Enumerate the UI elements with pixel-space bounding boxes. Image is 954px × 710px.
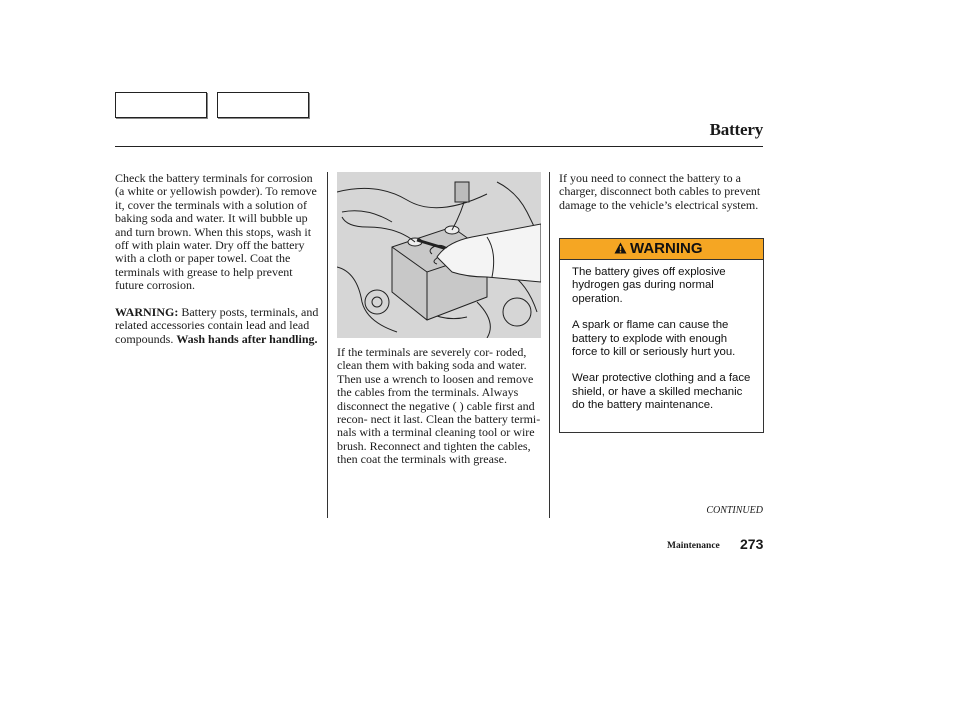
column-2: [337, 346, 542, 467]
corrosion-paragraph: Check the battery terminals for corrosion (a white or yellowish powder). To remove it, cover the terminals with a solution of baking soda and water. It will bubble up and turn brown. When this stops, wash it off with plain water. Dry off the battery with a cloth or paper towel. Coat the terminals with grease to help prevent future corrosion.: [115, 171, 317, 293]
continued-label: CONTINUED: [706, 505, 763, 516]
lead-warning-emphasis: Wash hands after handling.: [176, 331, 318, 346]
charger-paragraph: If you need to connect the battery to a charger, disconnect both cables to prevent damage to the vehicle’s electrical system.: [559, 171, 761, 212]
battery-illustration-drawing: [337, 172, 541, 338]
lead-warning-paragraph: [115, 306, 319, 346]
nav-button-contents[interactable]: [115, 92, 207, 118]
title-divider: [115, 146, 763, 147]
cleaning-paragraph: If the terminals are severely cor- roded, clean them with baking soda and water. Then use a wrench to loosen and remove the cables from the terminals. Always disconnect the negative ( ) cable first and recon- nect it last. Clean the battery termi- nals with a terminal cleaning tool or wire brush. Reconnect and tighten the cables, then coat the terminals with grease.: [337, 345, 541, 467]
warning-item: The battery gives off explosive hydrogen gas during normal operation.: [572, 266, 726, 305]
warning-item: Wear protective clothing and a face shield, or have a skilled mechanic do the battery maintenance.: [572, 372, 751, 412]
battery-illustration: [337, 172, 541, 338]
warning-triangle-icon: [614, 242, 627, 254]
warning-box: [559, 238, 764, 433]
page-number: 273: [740, 536, 764, 552]
warning-body: [560, 260, 763, 413]
page-title: Battery: [709, 120, 763, 139]
warning-item: A spark or flame can cause the battery to explode with enough force to kill or seriously hurt you.: [572, 319, 736, 359]
lead-warning-text: Battery posts, terminals, and related accessories contain lead and lead compounds.: [115, 305, 319, 346]
warning-header: [560, 239, 763, 260]
lead-warning-label: WARNING:: [115, 305, 179, 320]
column-divider: [327, 172, 328, 518]
warning-header-label: WARNING: [630, 240, 703, 257]
footer-section-name: Maintenance: [667, 541, 720, 551]
nav-button-index[interactable]: [217, 92, 309, 118]
column-3: [559, 172, 763, 212]
column-divider: [549, 172, 550, 518]
column-1: [115, 172, 319, 346]
